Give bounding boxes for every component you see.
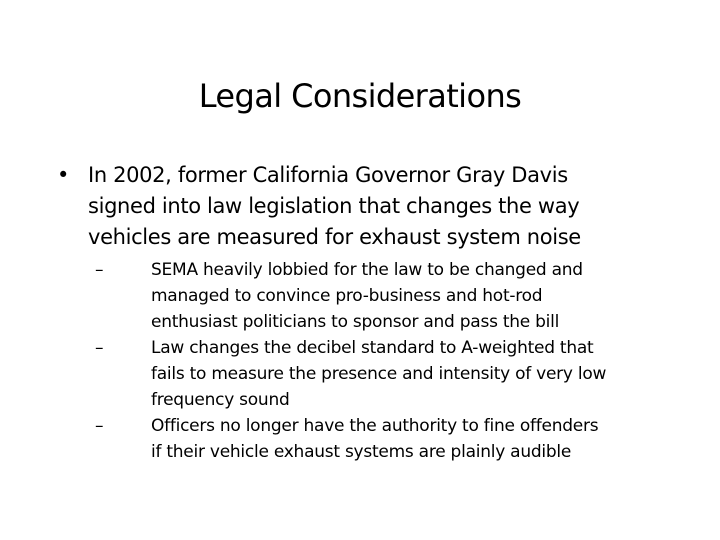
sub-bullet-list: [95, 257, 677, 465]
sub-bullet-decibel: [95, 335, 677, 413]
dash-marker: –: [95, 260, 104, 280]
bullet-marker: •: [57, 163, 70, 187]
dash-marker: –: [95, 416, 104, 436]
sub-bullet-line: fails to measure the presence and intensity of very low: [151, 364, 607, 384]
sub-bullet-officers: [95, 413, 677, 465]
sub-bullet-line: SEMA heavily lobbied for the law to be changed and: [151, 260, 583, 280]
sub-bullet-sema: [95, 257, 677, 335]
main-bullet-line: In 2002, former California Governor Gray Davis: [88, 163, 568, 187]
sub-bullet-text: [151, 413, 677, 465]
sub-bullet-text: [151, 335, 677, 413]
sub-bullet-line: Officers no longer have the authority to fine offenders: [151, 416, 599, 436]
main-bullet-line: vehicles are measured for exhaust system noise: [88, 225, 581, 249]
dash-marker: –: [95, 338, 104, 358]
main-bullet-text: [88, 160, 677, 253]
sub-bullet-text: [151, 257, 677, 335]
sub-bullet-line: managed to convince pro-business and hot-rod: [151, 286, 543, 306]
sub-bullet-line: Law changes the decibel standard to A-weighted that: [151, 338, 594, 358]
sub-bullet-line: frequency sound: [151, 390, 290, 410]
main-bullet-line: signed into law legislation that changes the way: [88, 194, 580, 218]
sub-bullet-line: if their vehicle exhaust systems are plainly audible: [151, 442, 572, 462]
slide-title: Legal Considerations: [198, 77, 522, 115]
sub-bullet-line: enthusiast politicians to sponsor and pass the bill: [151, 312, 560, 332]
main-bullet: [57, 160, 677, 465]
